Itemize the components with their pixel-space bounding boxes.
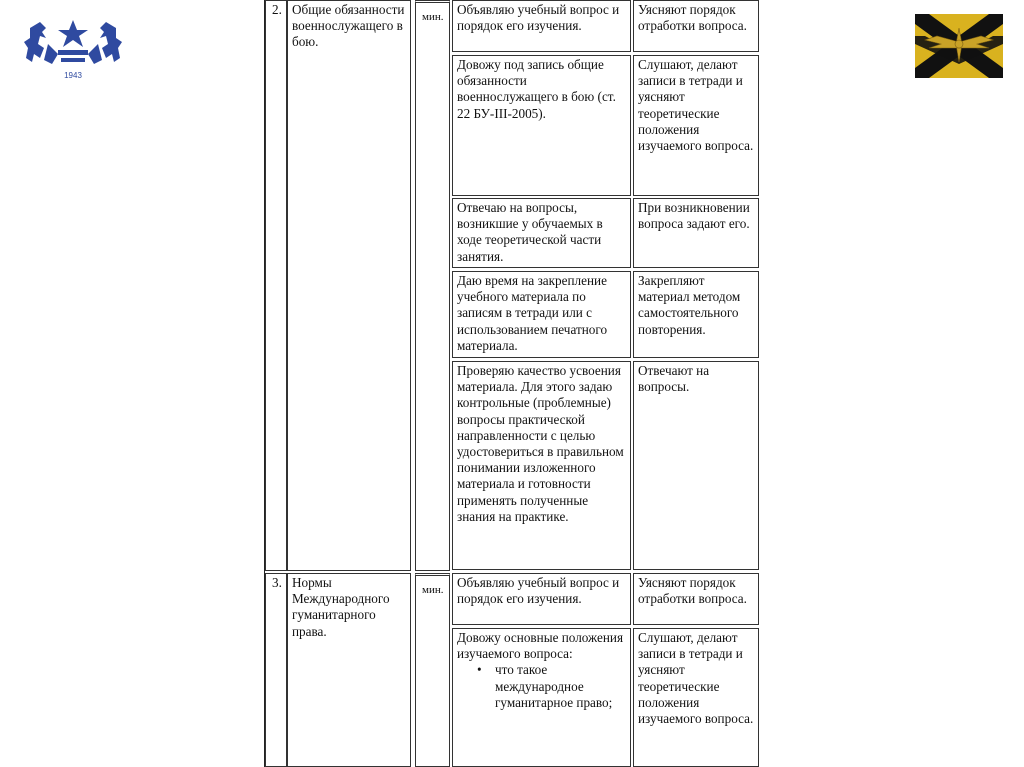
students-cell: Слушают, делают записи в тетради и уясняют теоретические положения изучаемого вопроса. [633,628,759,767]
military-emblem [915,14,1003,78]
time-unit: мин. [415,0,450,571]
teacher-cell: Объявляю учебный вопрос и порядок его изучения. [452,0,631,52]
students-cell: Слушают, делают записи в тетради и уясняют теоретические положения изучаемого вопроса. [633,55,759,196]
bullet-item: • что такое международное гуманитарное право; [477,662,613,710]
teacher-cell: Отвечаю на вопросы, возникшие у обучаемых в ходе теоретической части занятия. [452,198,631,268]
row-topic: Общие обязанности военнослужащего в бою. [287,0,411,571]
bullet-icon: • [477,662,482,678]
students-cell: Уясняют порядок отработки вопроса. [633,573,759,625]
students-cell: Уясняют порядок отработки вопроса. [633,0,759,52]
students-cell: Отвечают на вопросы. [633,361,759,570]
logo-year: 1943 [64,71,82,80]
students-cell: Закрепляют материал методом самостоятельного повторения. [633,271,759,358]
university-logo [20,14,126,84]
row-number: 2. [265,0,287,571]
students-cell: При возникновении вопроса задают его. [633,198,759,268]
teacher-cell: Проверяю качество усвоения материала. Для этого задаю контрольные (проблемные) вопросы практической направленности с целью удостовериться в правильном понимании изложенного материала и готовности применять полученные знания на практике. [452,361,631,570]
teacher-cell: Довожу под запись общие обязанности военнослужащего в бою (ст. 22 БУ-III-2005). [452,55,631,196]
row-number: 3. [265,573,287,767]
row-topic: Нормы Международного гуманитарного права. [287,573,411,767]
teacher-text: Довожу основные положения изучаемого вопроса: [457,630,624,662]
teacher-cell [452,628,631,767]
time-unit: мин. [415,573,450,767]
teacher-cell: Объявляю учебный вопрос и порядок его изучения. [452,573,631,625]
teacher-cell: Даю время на закрепление учебного материала по записям в тетради или с использованием печатного материала. [452,271,631,358]
